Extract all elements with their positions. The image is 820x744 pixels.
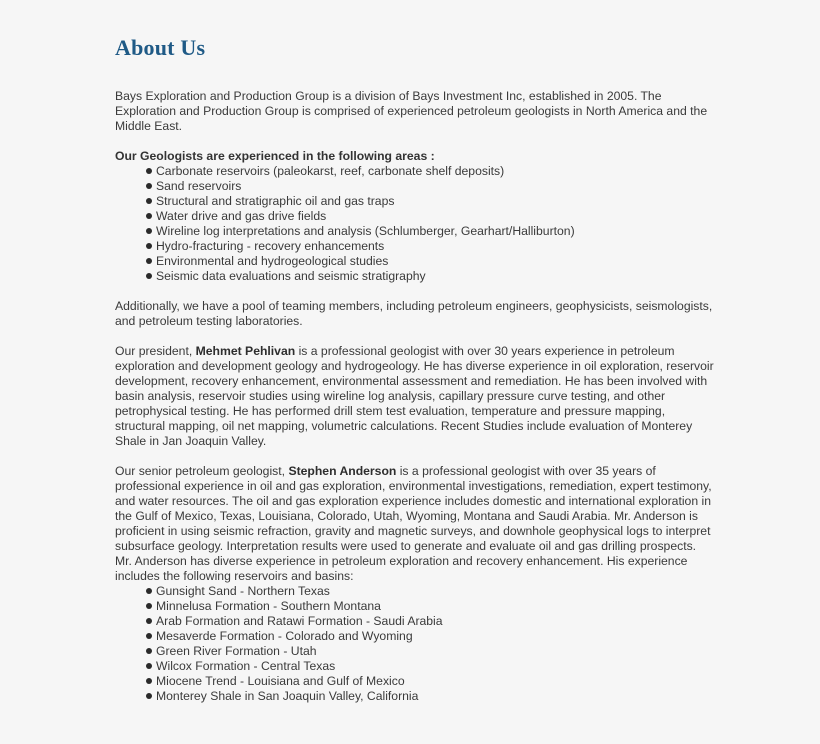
list-item: Sand reservoirs <box>115 179 715 194</box>
about-content <box>115 89 715 704</box>
president-paragraph <box>115 344 715 449</box>
list-item: Arab Formation and Ratawi Formation - Saudi Arabia <box>115 614 715 629</box>
list-item: Wilcox Formation - Central Texas <box>115 659 715 674</box>
team-paragraph: Additionally, we have a pool of teaming members, including petroleum engineers, geophysicists, seismologists, and petroleum testing laboratories. <box>115 299 713 328</box>
list-item: Mesaverde Formation - Colorado and Wyoming <box>115 629 715 644</box>
list-item: Seismic data evaluations and seismic stratigraphy <box>115 269 715 284</box>
senior-geologist-paragraph <box>115 464 715 584</box>
list-item: Structural and stratigraphic oil and gas traps <box>115 194 715 209</box>
president-bio: is a professional geologist with over 30 years experience in petroleum exploration and development geology and hydrogeology. He has diverse experience in oil exploration, reservoir development, recovery enhancement, environmental assessment and remediation. He has been involved with basin analysis, reservoir studies using wireline log analysis, capillary pressure curve testing, and other petrophysical testing. He has performed drill stem test evaluation, temperature and pressure mapping, structural mapping, oil net mapping, volumetric calculations. Recent Studies include evaluation of Monterey Shale in Jan Joaquin Valley. <box>115 344 714 448</box>
list-item: Monterey Shale in San Joaquin Valley, California <box>115 689 715 704</box>
list-item: Green River Formation - Utah <box>115 644 715 659</box>
list-item: Miocene Trend - Louisiana and Gulf of Mexico <box>115 674 715 689</box>
intro-paragraph: Bays Exploration and Production Group is a division of Bays Investment Inc, established in 2005. The Exploration and Production Group is comprised of experienced petroleum geologists in North America and the Middle East. <box>115 89 708 133</box>
basins-list <box>115 584 715 704</box>
president-name: Mehmet Pehlivan <box>195 344 296 358</box>
list-item: Carbonate reservoirs (paleokarst, reef, carbonate shelf deposits) <box>115 164 715 179</box>
page-title: About Us <box>115 35 206 60</box>
list-item: Water drive and gas drive fields <box>115 209 715 224</box>
list-item: Gunsight Sand - Northern Texas <box>115 584 715 599</box>
expertise-list <box>115 164 715 284</box>
president-prefix: Our president, <box>115 344 196 358</box>
list-item: Hydro-fracturing - recovery enhancements <box>115 239 715 254</box>
senior-prefix: Our senior petroleum geologist, <box>115 464 289 478</box>
list-item: Wireline log interpretations and analysis (Schlumberger, Gearhart/Halliburton) <box>115 224 715 239</box>
senior-geologist-bio: is a professional geologist with over 35 years of professional experience in oil and gas exploration, environmental investigations, remediation, expert testimony, and water resources. The oil and gas exploration experience includes domestic and international exploration in the Gulf of Mexico, Texas, Louisiana, Colorado, Utah, Wyoming, Montana and Saudi Arabia. Mr. Anderson is proficient in using seismic refraction, gravity and magnetic surveys, and downhole geophysical logs to interpret subsurface geology. Interpretation results were used to generate and evaluate oil and gas drilling prospects. Mr. Anderson has diverse experience in petroleum exploration and recovery enhancement. His experience includes the following reservoirs and basins: <box>115 464 712 583</box>
senior-geologist-name: Stephen Anderson <box>288 464 397 478</box>
list-item: Minnelusa Formation - Southern Montana <box>115 599 715 614</box>
geologists-heading: Our Geologists are experienced in the following areas : <box>115 149 435 163</box>
list-item: Environmental and hydrogeological studies <box>115 254 715 269</box>
